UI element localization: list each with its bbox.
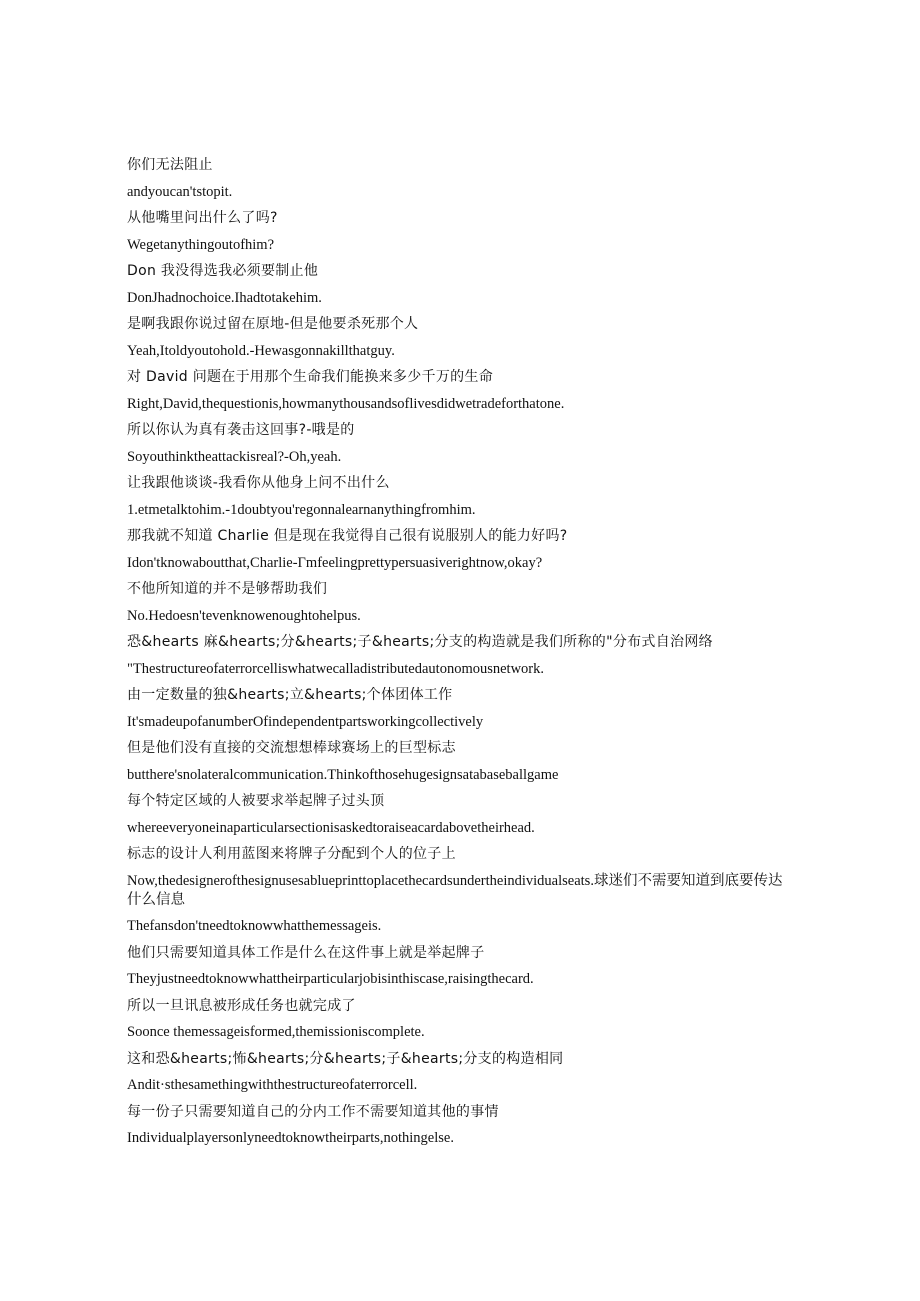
line-zh: 对 David 问题在于用那个生命我们能换来多少千万的生命: [127, 369, 494, 385]
line-zh: Don 我没得选我必须要制止他: [127, 263, 319, 279]
transcript-page: [127, 156, 787, 1156]
line-en: Individualplayersonlyneedtoknowtheirparts,nothingelse.: [127, 1130, 454, 1146]
line-en: It'smadeupofanumberOfindependentpartsworkingcollectively: [127, 713, 484, 730]
line-en: Now,thedesignerofthesignusesablueprinttoplacethecardsundertheindividualseats.球迷们不需要知道到底要传达什么信息: [127, 872, 783, 908]
line-zh: 让我跟他谈谈-我看你从他身上问不出什么: [127, 475, 390, 491]
line-en: No.Hedoesn'tevenknowenoughtohelpus.: [127, 607, 361, 624]
line-en: 1.etmetalktohim.-1doubtyou'regonnalearnanythingfromhim.: [127, 501, 476, 518]
line-zh: 每一份子只需要知道自己的分内工作不需要知道其他的事情: [127, 1103, 499, 1120]
line-en: "Thestructureofaterrorcelliswhatwecalladistributedautonomousnetwork.: [127, 660, 545, 677]
line-zh: 但是他们没有直接的交流想想棒球赛场上的巨型标志: [127, 740, 456, 756]
line-zh: 这和恐&hearts;怖&hearts;分&hearts;子&hearts;分支的构造相同: [127, 1050, 564, 1067]
line-zh: 是啊我跟你说过留在原地-但是他要杀死那个人: [127, 316, 419, 332]
line-en: butthere'snolateralcommunication.Thinkofthosehugesignsatabaseballgame: [127, 766, 559, 783]
line-zh: 不他所知道的并不是够帮助我们: [127, 581, 328, 597]
line-en: Thefansdon'tneedtoknowwhatthemessageis.: [127, 918, 382, 934]
line-en: Right,David,thequestionis,howmanythousandsoflivesdidwetradeforthatone.: [127, 395, 565, 412]
line-zh: 他们只需要知道具体工作是什么在这件事上就是举起牌子: [127, 944, 485, 961]
line-zh: 由一定数量的独&hearts;立&hearts;个体团体工作: [127, 687, 453, 703]
line-zh: 所以一旦讯息被形成任务也就完成了: [127, 997, 356, 1014]
line-en: Soonce themessageisformed,themissioniscomplete.: [127, 1024, 425, 1040]
line-en: Idon'tknowaboutthat,Charlie-Гmfeelingprettypersuasiverightnow,okay?: [127, 554, 543, 571]
line-zh: 从他嘴里问出什么了吗?: [127, 210, 278, 226]
line-en: whereeveryoneinaparticularsectionisaskedtoraiseacardabovetheirhead.: [127, 819, 535, 836]
line-en: Andit·sthesamethingwiththestructureofaterrorcell.: [127, 1077, 418, 1093]
line-zh: 恐&hearts 麻&hearts;分&hearts;子&hearts;分支的构造就是我们所称的"分布式自治网络: [127, 634, 713, 650]
line-en: andyoucan'tstopit.: [127, 183, 233, 200]
line-zh: 标志的设计人利用蓝图来将牌子分配到个人的位子上: [127, 846, 456, 862]
line-zh: 每个特定区域的人被要求举起牌子过头顶: [127, 793, 385, 809]
line-en: Soyouthinktheattackisreal?-Oh,yeah.: [127, 448, 342, 465]
line-zh: 那我就不知道 Charlie 但是现在我觉得自己很有说服别人的能力好吗?: [127, 528, 568, 544]
line-en: Yeah,Itoldyoutohold.-Hewasgonnakillthatguy.: [127, 342, 395, 359]
line-zh: 你们无法阻止: [127, 157, 213, 173]
line-en: Theyjustneedtoknowwhattheirparticularjobisinthiscase,raisingthecard.: [127, 971, 534, 987]
line-zh: 所以你认为真有袭击这回事?-哦是的: [127, 422, 355, 438]
line-en: DonJhadnochoice.Ihadtotakehim.: [127, 289, 322, 306]
line-en: Wegetanythingoutofhim?: [127, 236, 275, 253]
